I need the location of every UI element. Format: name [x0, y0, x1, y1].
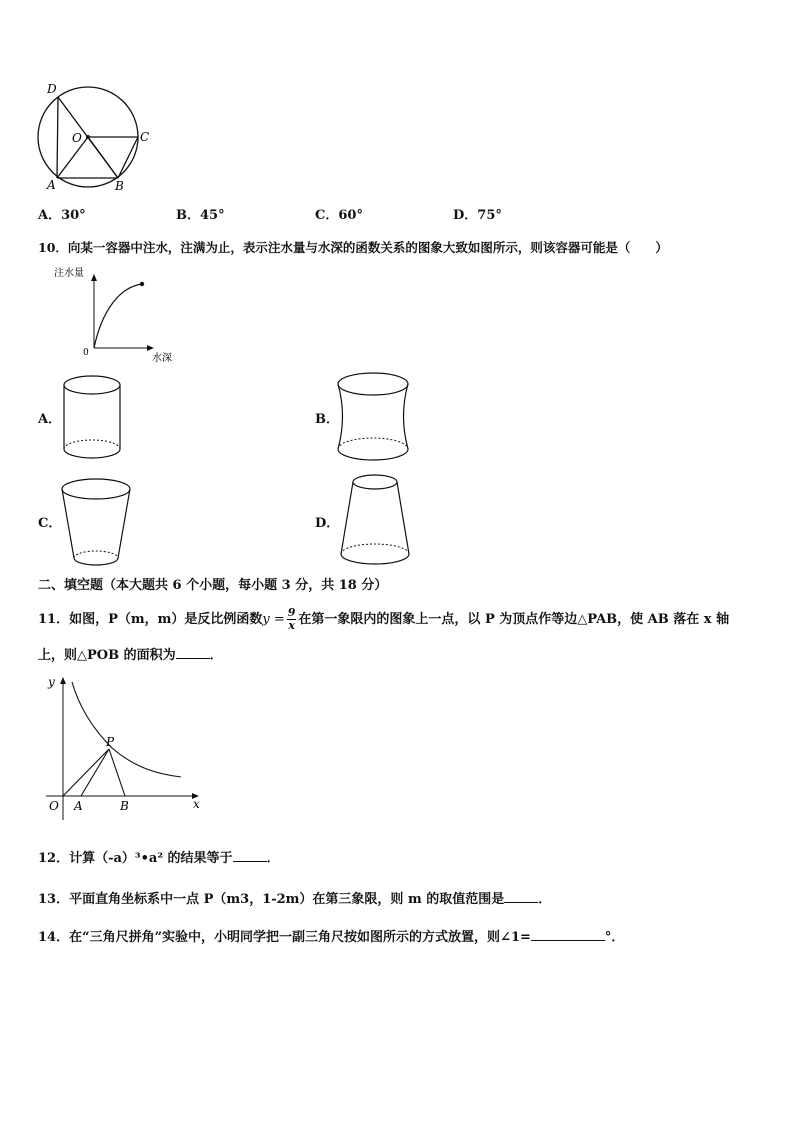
- container-a-cylinder: [58, 372, 128, 464]
- label-c: C: [140, 130, 150, 144]
- curve-end-dot: [140, 282, 144, 286]
- container-c-wide-top: [58, 476, 138, 572]
- y-axis-arrow: [60, 677, 66, 684]
- segment-op: [63, 749, 109, 796]
- q11-line1: 11．如图，P（m，m）是反比例函数y = $\frac{9}{x}$ 在第一象限内的图象上一点，以 P 为顶点作等边△PAB，使 AB 落在 x 轴: [38, 606, 730, 632]
- q10-stem: 10．向某一容器中注水，注满为止，表示注水量与水深的函数关系的图象大致如图所示，则该容器可能是（ ）: [38, 240, 668, 255]
- q11-line2: 上，则△POB 的面积为 ．: [38, 648, 223, 663]
- q10-graph: [50, 262, 200, 366]
- label-a: A: [74, 799, 83, 813]
- q9-option-a: A．30°: [38, 208, 86, 223]
- segment-ob: [88, 137, 118, 178]
- x-axis-arrow: [147, 345, 154, 351]
- q9-option-c: C．60°: [315, 208, 363, 223]
- container-d-wide-bottom: [335, 472, 415, 572]
- q11-fraction: $\frac{9}{x}$: [287, 606, 296, 632]
- q13-answer-blank[interactable]: [504, 890, 538, 903]
- q14-line: 14．在“三角尺拼角”实验中，小明同学把一副三角尺按如图所示的方式放置，则∠1= °．: [38, 930, 625, 945]
- label-p: P: [106, 735, 115, 749]
- q14-answer-blank[interactable]: [531, 928, 605, 941]
- hyperbola: [72, 682, 181, 777]
- q11-figure: [36, 670, 206, 830]
- label-b: B: [115, 179, 124, 193]
- q12-line: 12．计算（-a）³•a² 的结果等于 ．: [38, 851, 280, 866]
- segment-da: [57, 97, 58, 178]
- label-o: O: [49, 799, 59, 813]
- y-axis-arrow: [91, 274, 97, 281]
- label-o: O: [72, 131, 82, 145]
- label-a: A: [47, 178, 56, 192]
- center-dot: [86, 135, 90, 139]
- segment-bc: [118, 137, 138, 178]
- container-b-waisted: [333, 370, 413, 466]
- x-axis-label: 水深: [152, 353, 172, 364]
- label-b: B: [120, 799, 129, 813]
- q10-option-d-label: D．: [315, 516, 340, 531]
- q10-option-a-label: A．: [38, 412, 62, 427]
- label-d: D: [47, 82, 57, 96]
- q9-option-b: B．45°: [176, 208, 225, 223]
- q13-line: 13．平面直角坐标系中一点 P（m3，1-2m）在第三象限，则 m 的取值范围是 ．: [38, 892, 552, 907]
- water-curve: [94, 284, 142, 348]
- q9-circle-figure: [30, 78, 160, 198]
- q9-option-d: D．75°: [453, 208, 502, 223]
- q11-answer-blank[interactable]: [176, 646, 210, 659]
- q10-option-b-label: B．: [315, 412, 339, 427]
- y-axis-label: 注水量: [54, 268, 84, 279]
- section-heading: 二、填空题（本大题共 6 个小题，每小题 3 分，共 18 分）: [38, 578, 388, 593]
- q10-option-c-label: C．: [38, 516, 62, 531]
- q12-answer-blank[interactable]: [233, 849, 267, 862]
- segment-pa: [81, 749, 109, 796]
- label-y: y: [48, 675, 55, 689]
- label-x: x: [193, 797, 200, 811]
- origin-label: 0: [83, 348, 89, 358]
